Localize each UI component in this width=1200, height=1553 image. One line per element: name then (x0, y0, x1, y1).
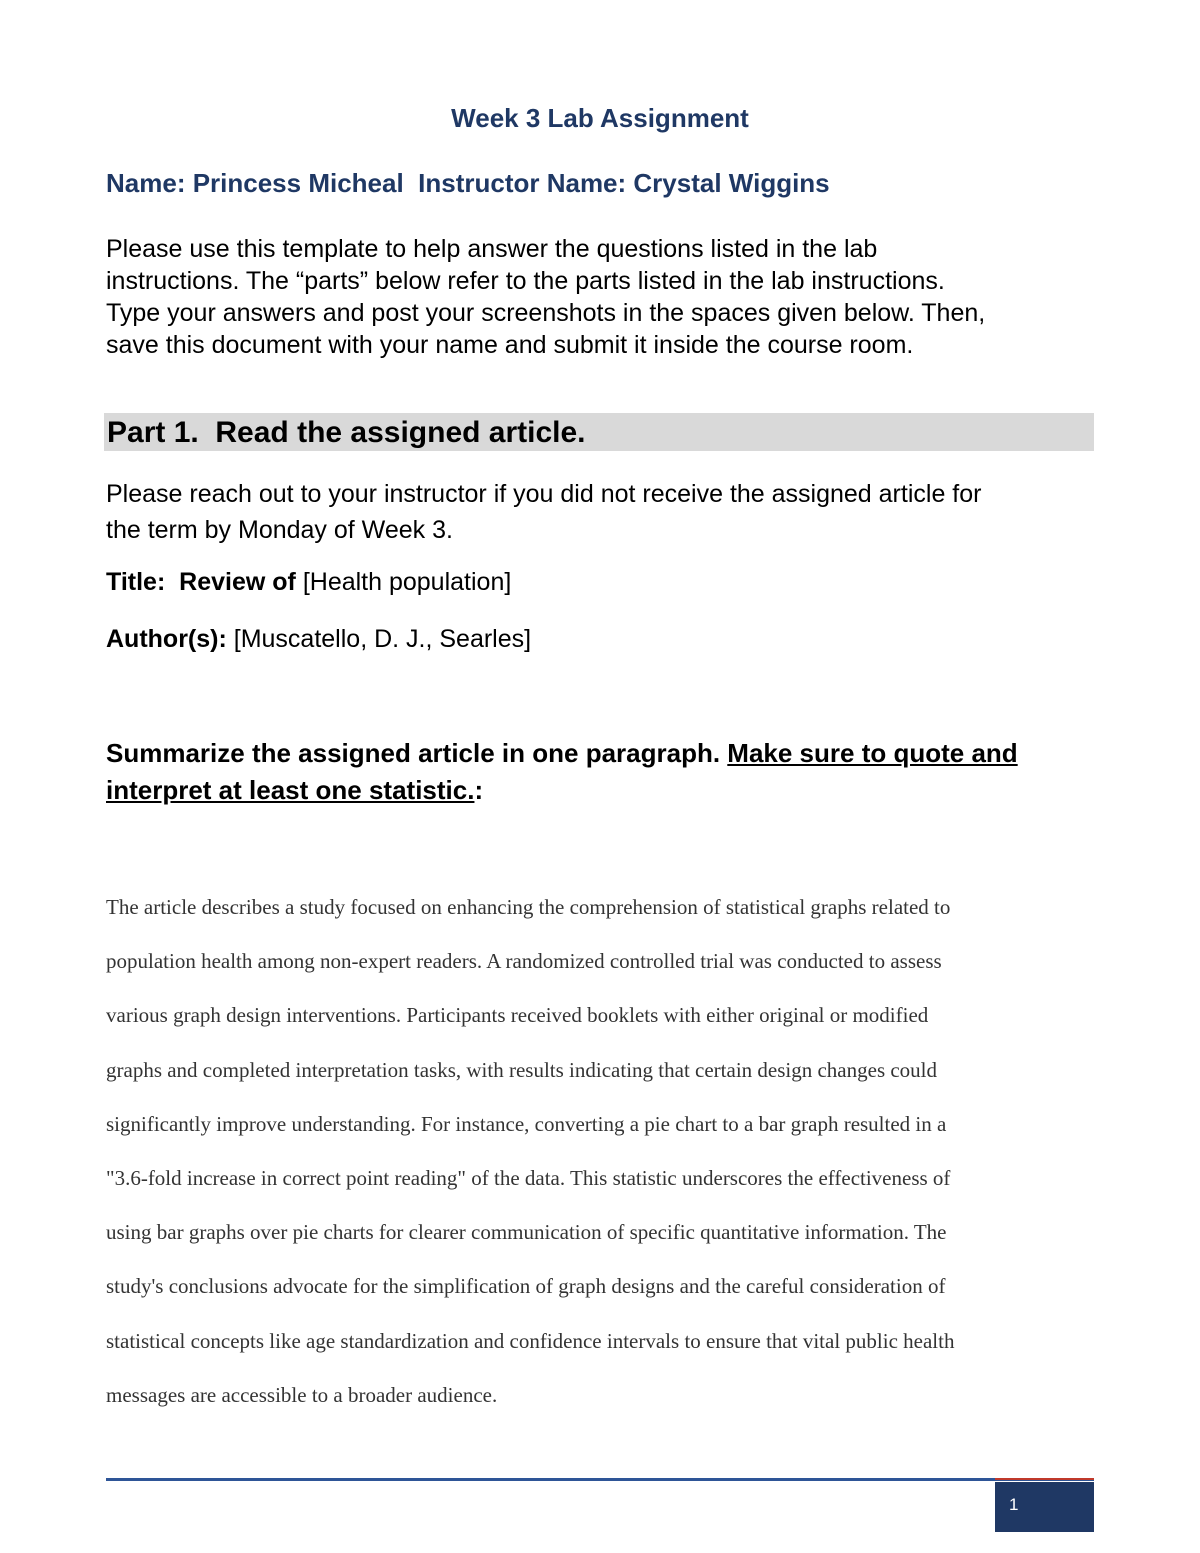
page-number: 1 (1009, 1495, 1019, 1514)
instructions-line: instructions. The “parts” below refer to the parts listed in the lab instructions. (106, 267, 945, 295)
reach-out-line: Please reach out to your instructor if you did not receive the assigned article for (106, 480, 982, 508)
answer-line: study's conclusions advocate for the simplification of graph designs and the careful consideration of (106, 1274, 946, 1299)
footer-accent-divider (995, 1478, 1094, 1480)
footer-divider (106, 1478, 1094, 1481)
article-author-value[interactable]: [Muscatello, D. J., Searles] (226, 625, 532, 653)
answer-line: various graph design interventions. Participants received booklets with either original or modified (106, 1003, 929, 1028)
reach-out-line: the term by Monday of Week 3. (106, 516, 453, 544)
answer-line: statistical concepts like age standardization and confidence intervals to ensure that vital public health (106, 1328, 955, 1353)
answer-line: The article describes a study focused on enhancing the comprehension of statistical graphs related to (106, 895, 951, 919)
page-number-box (995, 1482, 1094, 1532)
summarize-prefix: Summarize the assigned article in one paragraph. (106, 738, 728, 768)
answer-line: significantly improve understanding. For instance, converting a pie chart to a bar graph resulted in a (106, 1111, 947, 1136)
instructions-line: save this document with your name and submit it inside the course room. (106, 331, 914, 359)
article-title-label: Title: Review of (106, 568, 303, 596)
article-summary-answer[interactable] (106, 880, 1106, 1422)
part1-heading-text: Part 1. Read the assigned article. (107, 416, 586, 449)
document-title: Week 3 Lab Assignment (451, 103, 749, 133)
part1-heading (104, 413, 1094, 451)
summarize-underlined-1: Make sure to quote and (727, 738, 1018, 768)
answer-line: messages are accessible to a broader audience. (106, 1382, 498, 1407)
instructions-paragraph (106, 233, 1106, 361)
instructions-line: Please use this template to help answer the questions listed in the lab (106, 235, 878, 263)
article-title-value[interactable]: [Health population] (302, 568, 512, 596)
article-author-field (106, 625, 531, 654)
instructions-line: Type your answers and post your screenshots in the spaces given below. Then, (106, 299, 986, 327)
article-author-label: Author(s): (106, 625, 227, 653)
reach-out-paragraph (106, 476, 1106, 548)
answer-line: population health among non-expert readers. A randomized controlled trial was conducted to assess (106, 949, 942, 974)
article-title-field (106, 568, 511, 597)
summarize-suffix: : (474, 775, 484, 805)
name-instructor-line: Name: Princess Micheal Instructor Name: Crystal Wiggins (106, 168, 830, 198)
answer-line: "3.6-fold increase in correct point reading" of the data. This statistic underscores the effectiveness of (106, 1166, 951, 1191)
answer-line: using bar graphs over pie charts for clearer communication of specific quantitative information. The (106, 1220, 947, 1245)
summarize-prompt (106, 735, 1018, 809)
answer-line: graphs and completed interpretation tasks, with results indicating that certain design changes could (106, 1057, 938, 1082)
summarize-underlined-2: interpret at least one statistic. (106, 775, 475, 805)
